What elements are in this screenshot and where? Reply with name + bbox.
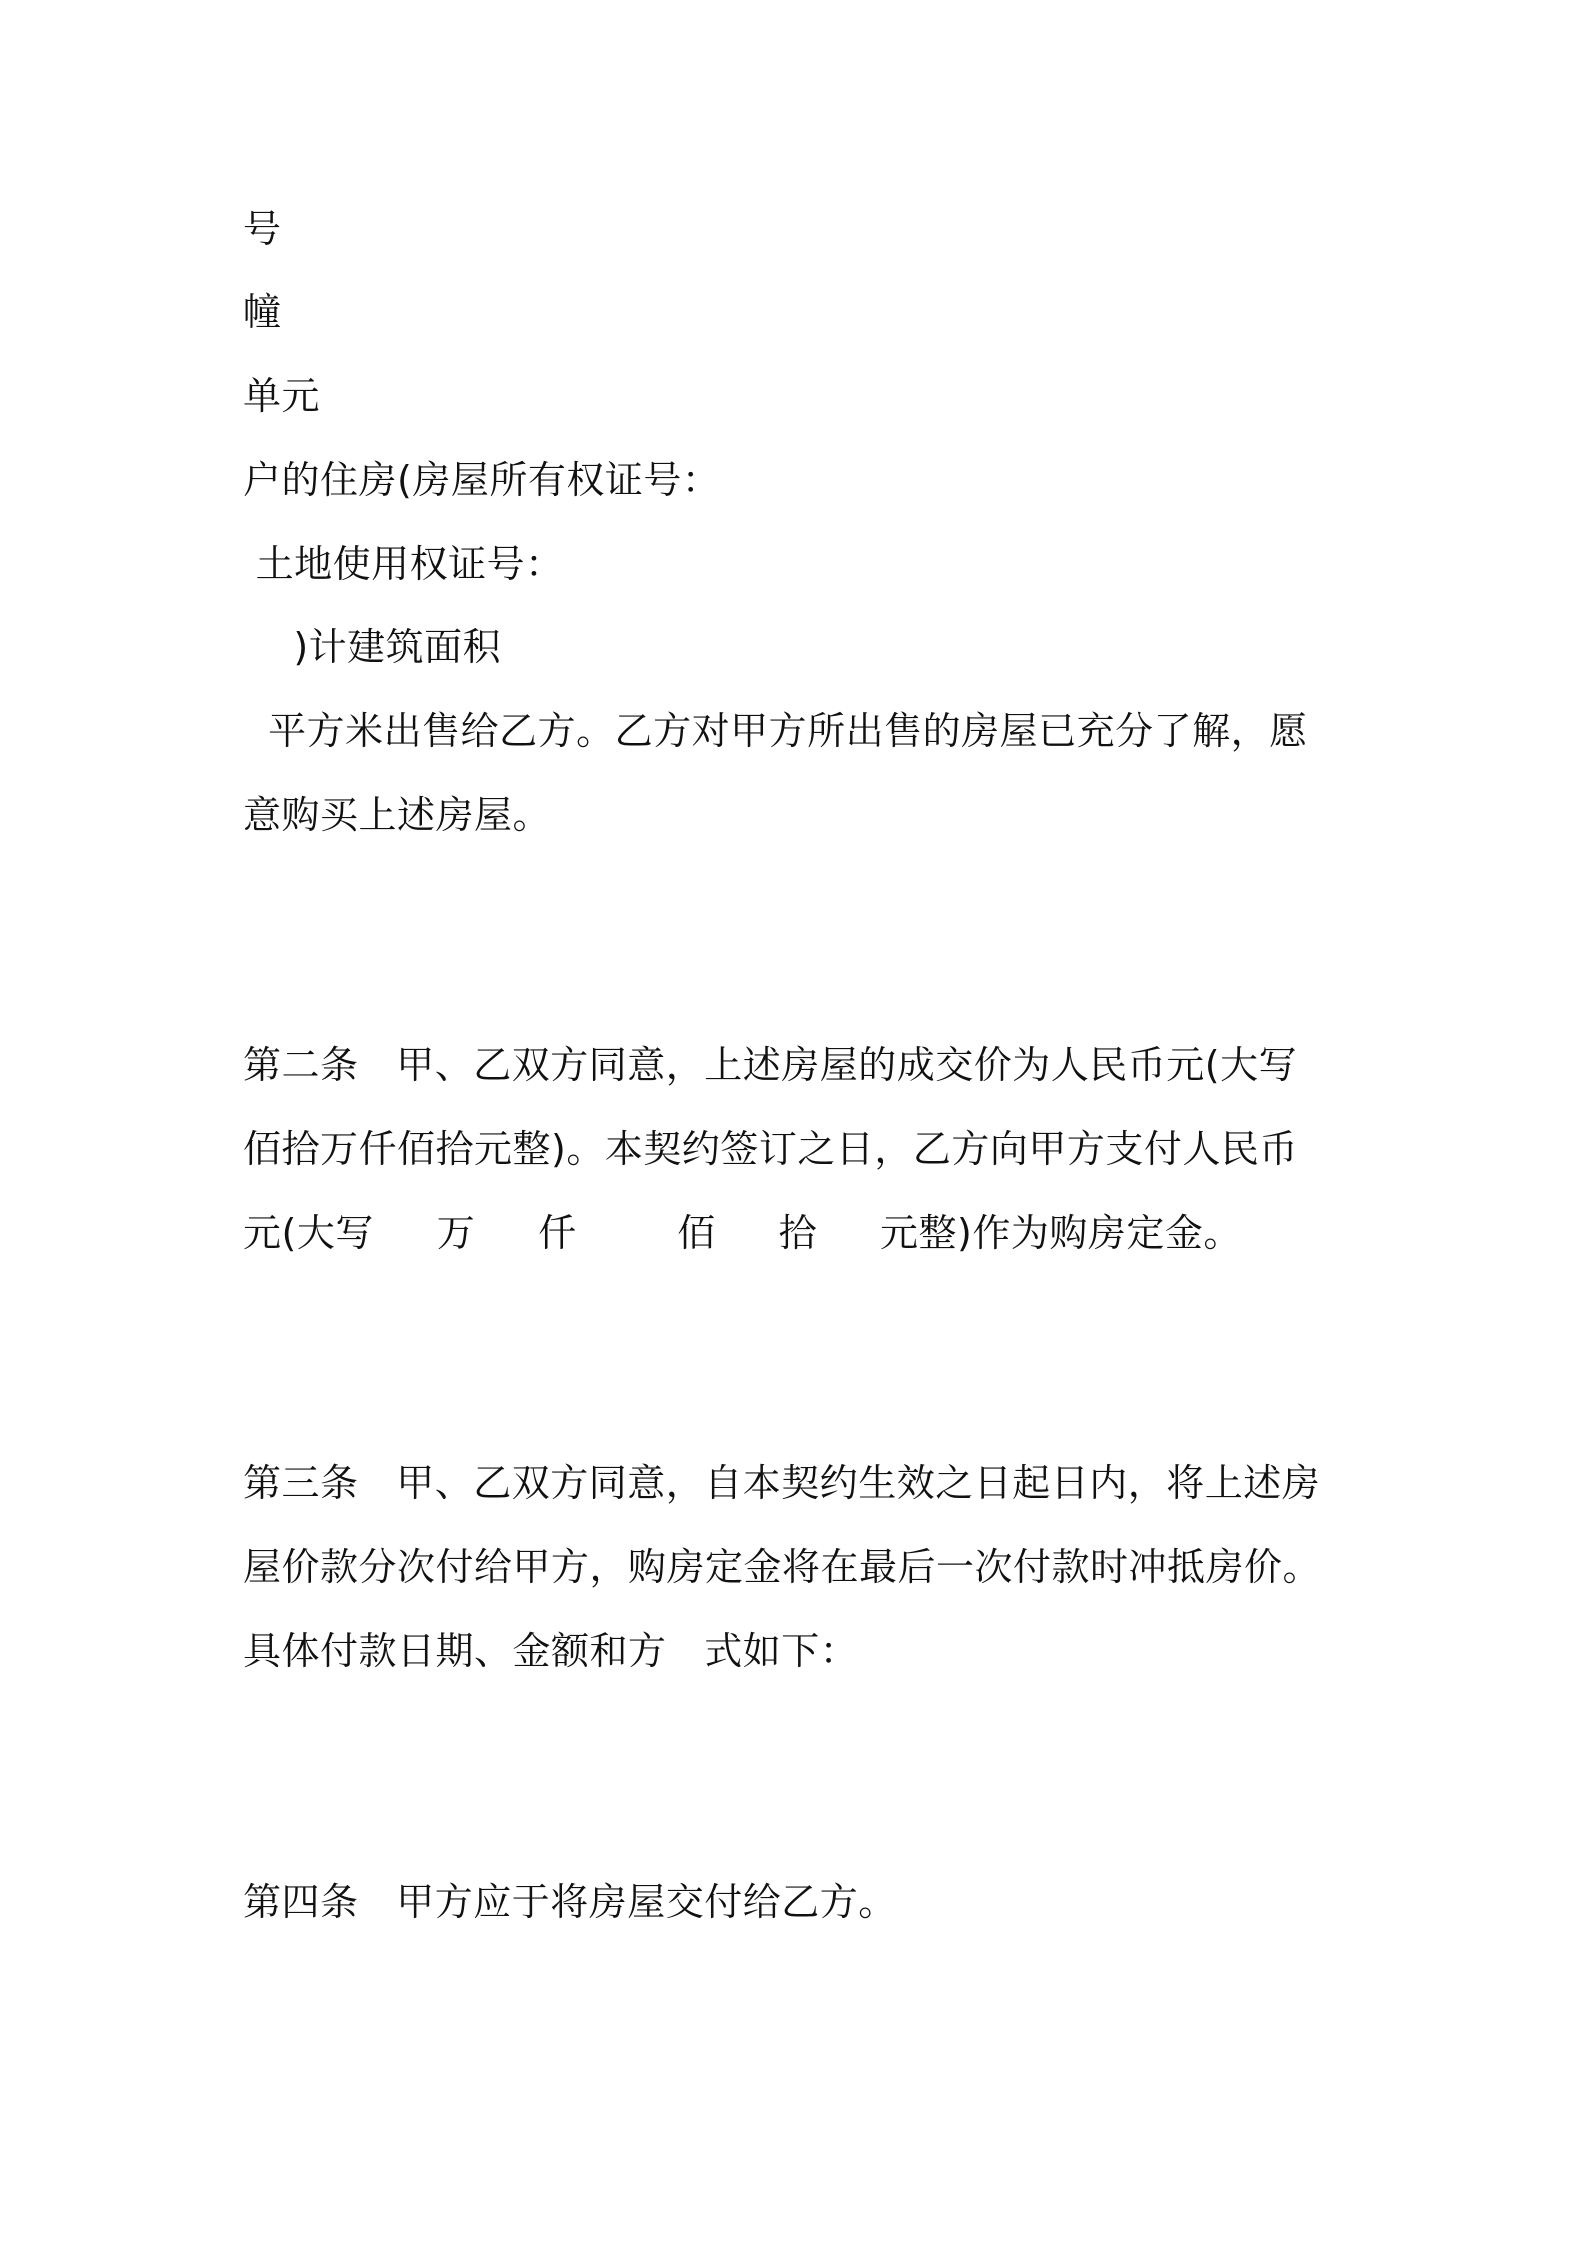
text-line-land-use-cert: 土地使用权证号： [243, 542, 564, 586]
text-line-purchase-intent: 意购买上述房屋。 [243, 793, 552, 837]
text-line-house-number: 号 [243, 207, 282, 251]
article-2-line-2: 佰拾万仟佰拾元整)。本契约签订之日，乙方向甲方支付人民币 [243, 1127, 1298, 1171]
text-line-floor-area: )计建筑面积 [243, 625, 502, 669]
text-line-sale-statement: 平方米出售给乙方。乙方对甲方所出售的房屋已充分了解，愿 [243, 709, 1308, 753]
text-line-ownership-cert: 户的住房(房屋所有权证号： [243, 458, 721, 502]
article-3-line-2: 屋价款分次付给甲方，购房定金将在最后一次付款时冲抵房价。 [243, 1545, 1322, 1589]
text-line-unit: 单元 [243, 374, 321, 418]
article-2-line-3: 元(大写 万 仟 佰 拾 元整)作为购房定金。 [243, 1211, 1242, 1255]
article-3-line-1: 第三条 甲、乙双方同意，自本契约生效之日起日内，将上述房 [243, 1461, 1321, 1505]
article-3-line-3: 具体付款日期、金额和方 式如下： [243, 1629, 859, 1673]
text-line-building: 幢 [243, 290, 282, 334]
article-2-line-1: 第二条 甲、乙双方同意，上述房屋的成交价为人民币元(大写 [243, 1043, 1298, 1087]
article-4-line-1: 第四条 甲方应于将房屋交付给乙方。 [243, 1880, 897, 1924]
